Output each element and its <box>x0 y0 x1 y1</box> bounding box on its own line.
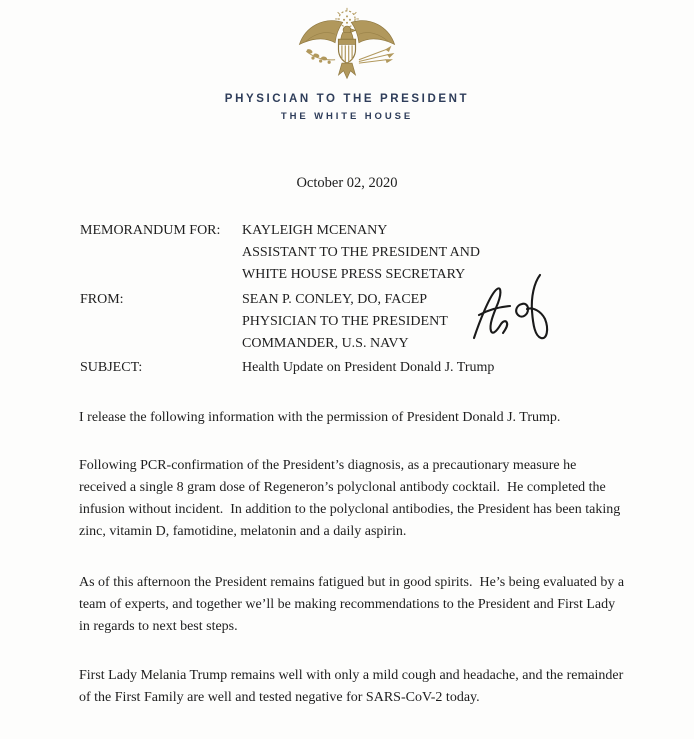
body-line: in regards to next best steps. <box>79 619 238 634</box>
sender-title-line-1: PHYSICIAN TO THE PRESIDENT <box>242 314 448 329</box>
recipient-name: KAYLEIGH MCENANY <box>242 223 388 238</box>
letterhead-subtitle: THE WHITE HOUSE <box>280 111 414 122</box>
body-line: of the First Family are well and tested negative for SARS-CoV-2 today. <box>79 690 480 705</box>
paragraph-release-statement <box>79 407 560 429</box>
memo-field-label: MEMORANDUM FOR: <box>80 223 221 238</box>
paragraph-treatment <box>79 455 620 543</box>
body-line: I release the following information with the permission of President Donald J. Trump. <box>79 410 561 425</box>
body-line: Following PCR-confirmation of the President’s diagnosis, as a precautionary measure he <box>79 458 577 473</box>
memo-field-label: SUBJECT: <box>80 360 143 375</box>
recipient-title-line-2: WHITE HOUSE PRESS SECRETARY <box>242 267 466 282</box>
subject-text: Health Update on President Donald J. Trump <box>242 360 495 375</box>
body-line: infusion without incident. In addition to the polyclonal antibodies, the President has been taking <box>79 502 621 517</box>
body-line: team of experts, and together we’ll be making recommendations to the President and First Lady <box>79 597 616 612</box>
body-line: As of this afternoon the President remains fatigued but in good spirits. He’s being evaluated by a <box>79 575 625 590</box>
body-line: zinc, vitamin D, famotidine, melatonin and a daily aspirin. <box>79 524 407 539</box>
letterhead-title: PHYSICIAN TO THE PRESIDENT <box>224 93 470 105</box>
handwritten-signature <box>464 266 554 348</box>
memo-field-label: FROM: <box>80 292 124 307</box>
sender-title-line-2: COMMANDER, U.S. NAVY <box>242 336 409 351</box>
paragraph-first-family <box>79 665 623 709</box>
sender-name: SEAN P. CONLEY, DO, FACEP <box>242 292 428 307</box>
paragraph-condition <box>79 572 624 638</box>
recipient-title-line-1: ASSISTANT TO THE PRESIDENT AND <box>242 245 480 260</box>
memo-date: October 02, 2020 <box>296 175 398 191</box>
body-line: First Lady Melania Trump remains well with only a mild cough and headache, and the remainder <box>79 668 624 683</box>
great-seal-eagle-icon <box>296 6 398 88</box>
body-line: received a single 8 gram dose of Regeneron’s polyclonal antibody cocktail. He completed the <box>79 480 606 495</box>
